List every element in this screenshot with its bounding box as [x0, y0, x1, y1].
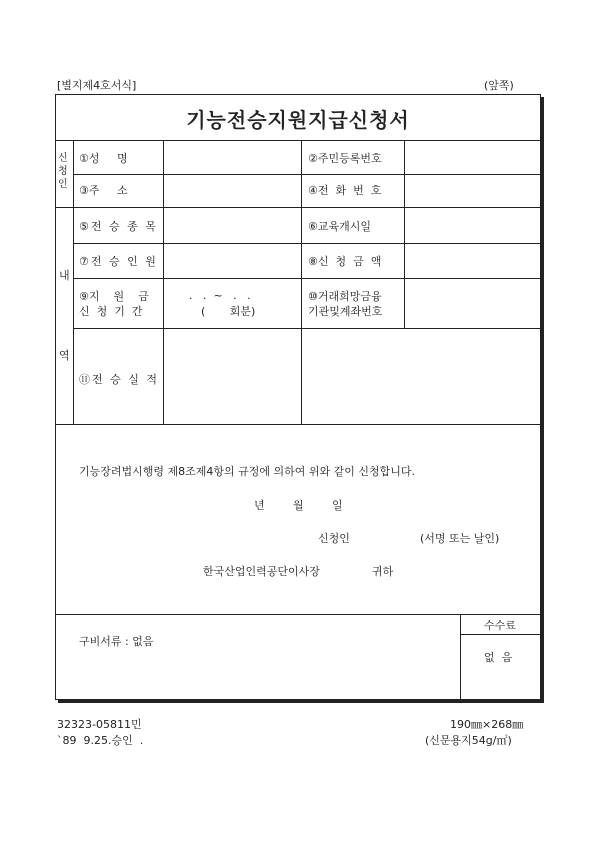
content-section-label-1: 내 [59, 269, 70, 282]
row-line [73, 174, 541, 175]
signature-note: (서명 또는 날인) [420, 532, 500, 545]
address-label: ③주 소 [79, 184, 128, 197]
bank-account-label-1: ⑩거래희망금융 [308, 290, 382, 303]
recipient-title: 한국산업인력공단이사장 [203, 565, 320, 578]
form-title: 기능전승지원지급신청서 [186, 108, 410, 132]
approval-date: `89 9.25.승인 . [57, 734, 144, 747]
declaration-statement: 기능장려법시행령 제8조제4항의 규정에 의하여 위와 같이 신청합니다. [79, 465, 415, 478]
name-label: ①성 명 [79, 152, 128, 165]
form-shadow-bottom [58, 700, 544, 703]
succession-record-label: ⑪전 승 실 적 [79, 373, 159, 386]
form-shadow-right [541, 97, 544, 703]
row-line [73, 243, 541, 244]
date-year: 년 [254, 499, 265, 512]
bank-account-label-2: 기관및계좌번호 [308, 305, 383, 318]
applicant-sign-label: 신청인 [318, 532, 350, 545]
support-period-label-2: 신 청 기 간 [79, 305, 143, 318]
request-amount-label: ⑧신 청 금 액 [308, 255, 382, 268]
resident-number-label: ②주민등록번호 [308, 152, 382, 165]
paper-type: (신문용지54g/㎡) [425, 734, 512, 747]
row-line [73, 278, 541, 279]
row-line [55, 140, 541, 141]
row-line [55, 424, 541, 425]
fee-value: 없 음 [484, 651, 513, 664]
page-side-label: (앞쪽) [484, 79, 514, 92]
fee-line [460, 634, 541, 635]
col-line [73, 140, 74, 424]
succession-item-label: ⑤전 승 종 목 [79, 220, 158, 233]
fee-label: 수수료 [484, 619, 516, 632]
form-code: 32323-05811민 [57, 718, 142, 731]
row-line [55, 207, 541, 208]
recipient-honorific: 귀하 [372, 565, 394, 578]
date-month: 월 [293, 499, 304, 512]
form-number: [별지제4호서식] [57, 79, 137, 92]
paper-size: 190㎜×268㎜ [450, 718, 524, 731]
row-line [55, 614, 541, 615]
period-value-line-2: ( 회분) [201, 305, 256, 318]
col-line [301, 140, 302, 424]
period-value-line-1: . . ~ . . [189, 289, 251, 302]
phone-label: ④전 화 번 호 [308, 184, 382, 197]
date-day: 일 [332, 499, 343, 512]
row-line [73, 328, 541, 329]
col-line [163, 140, 164, 424]
succession-count-label: ⑦전 승 인 원 [79, 255, 158, 268]
support-period-label-1: ⑨지 원 금 [79, 290, 149, 303]
fee-col-line [460, 614, 461, 700]
content-section-label-2: 역 [59, 349, 70, 362]
training-start-label: ⑥교육개시일 [308, 220, 371, 233]
required-documents: 구비서류 : 없음 [79, 635, 154, 648]
applicant-section-label: 신 청 인 [58, 153, 68, 190]
col-line [404, 140, 405, 328]
